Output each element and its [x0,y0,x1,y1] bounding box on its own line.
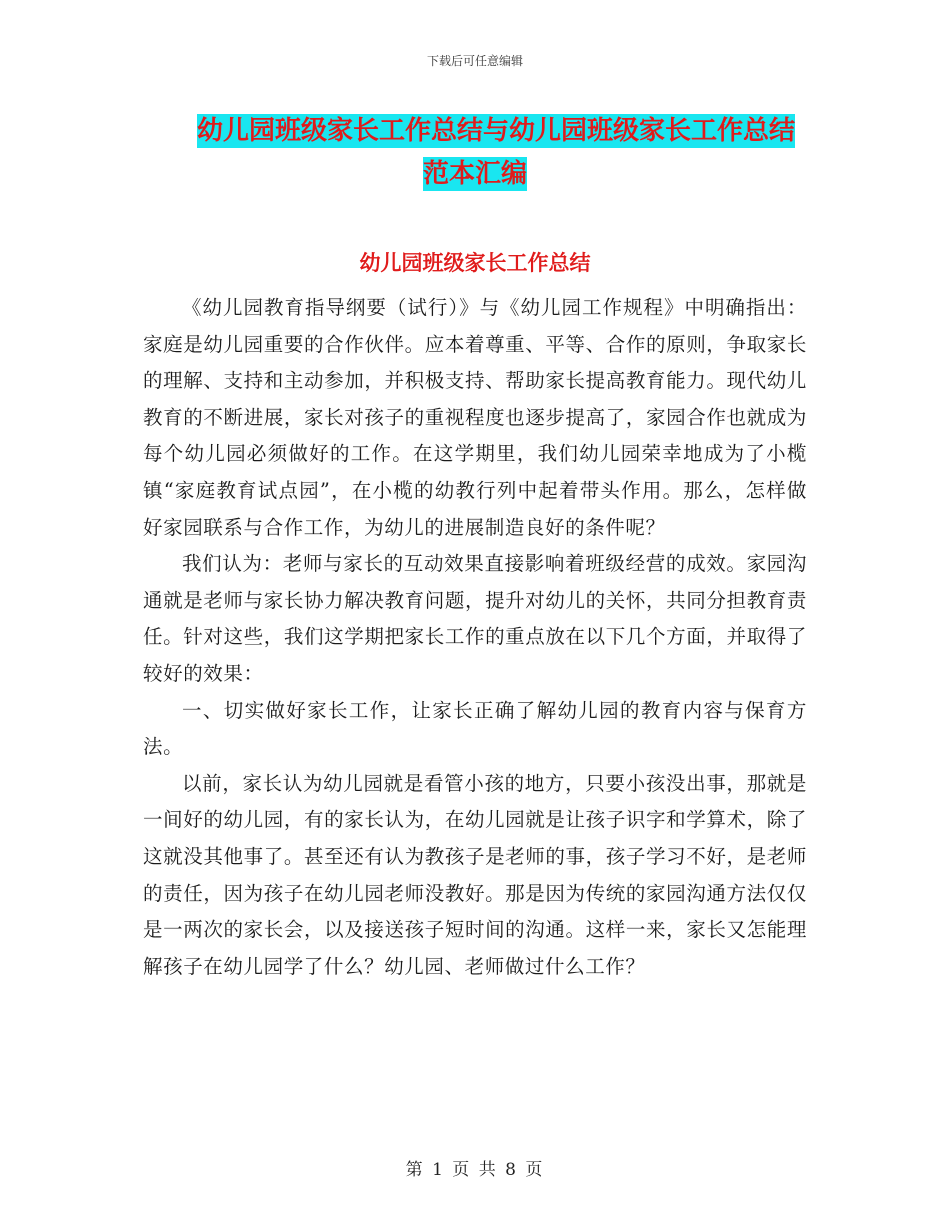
page-footer: 第 1 页 共 8 页 [405,1160,545,1180]
title-line-1 [0,110,950,153]
title-line-1-text: 幼儿园班级家长工作总结与幼儿园班级家长工作总结 [196,116,795,146]
header-note: 下载后可任意编辑 [426,54,523,68]
paragraph-3: 一、切实做好家长工作，让家长正确了解幼儿园的教育内容与保育方法。 [143,698,807,759]
title-line-2 [0,153,950,196]
document-title [0,110,950,196]
body-text [143,290,807,985]
section-title: 幼儿园班级家长工作总结 [359,251,591,275]
paragraph-4: 以前，家长认为幼儿园就是看管小孩的地方，只要小孩没出事，那就是一间好的幼儿园，有的家长认为，在幼儿园就是让孩子识字和学算术，除了这就没其他事了。甚至还有认为教孩子是老师的事，孩子学习不好，是老师的责任，因为孩子在幼儿园老师没教好。那是因为传统的家园沟通方法仅仅是一两次的家长会，以及接送孩子短时间的沟通。这样一来，家长又怎能理解孩子在幼儿园学了什么？幼儿园、老师做过什么工作？ [143,771,807,978]
paragraph-2: 我们认为：老师与家长的互动效果直接影响着班级经营的成效。家园沟通就是老师与家长协力解决教育问题，提升对幼儿的关怀，共同分担教育责任。针对这些，我们这学期把家长工作的重点放在以下几个方面，并取得了较好的效果： [143,552,807,685]
paragraph-1: 《幼儿园教育指导纲要（试行）》与《幼儿园工作规程》中明确指出：家庭是幼儿园重要的合作伙伴。应本着尊重、平等、合作的原则，争取家长的理解、支持和主动参加，并积极支持、帮助家长提高教育能力。现代幼儿教育的不断进展，家长对孩子的重视程度也逐步提高了，家园合作也就成为每个幼儿园必须做好的工作。在这学期里，我们幼儿园荣幸地成为了小榄镇“家庭教育试点园”，在小榄的幼教行列中起着带头作用。那么，怎样做好家园联系与合作工作，为幼儿的进展制造良好的条件呢？ [143,296,807,539]
title-line-2-text: 范本汇编 [422,159,527,189]
